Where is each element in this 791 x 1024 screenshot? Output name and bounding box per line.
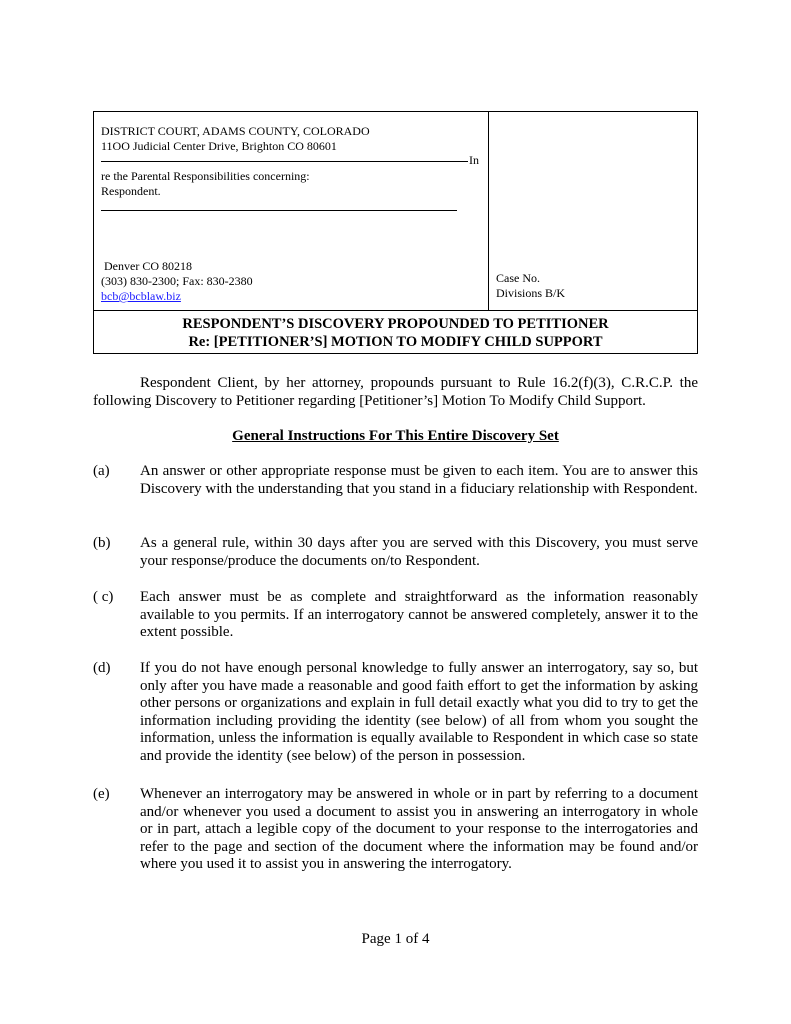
attorney-city: Denver CO 80218 bbox=[104, 259, 192, 273]
item-label: ( c) bbox=[93, 589, 114, 605]
court-name: DISTRICT COURT, ADAMS COUNTY, COLORADO bbox=[101, 124, 370, 138]
item-label: (b) bbox=[93, 535, 111, 551]
instructions-heading: General Instructions For This Entire Discovery Set bbox=[232, 428, 559, 444]
caption-divider-2 bbox=[101, 210, 457, 211]
party-line: Respondent. bbox=[101, 184, 161, 198]
attorney-email-link[interactable]: bcb@bcblaw.biz bbox=[101, 289, 181, 303]
in-label: In bbox=[469, 153, 479, 167]
page-number: Page 1 of 4 bbox=[361, 931, 430, 947]
instruction-item-d bbox=[93, 660, 698, 765]
item-text: Each answer must be as complete and straightforward as the information reasonably available to you permits. If an interrogatory cannot be answered completely, answer it to the extent possible. bbox=[140, 589, 698, 640]
document-title bbox=[94, 311, 697, 353]
item-label: (e) bbox=[93, 786, 110, 802]
title-line-1: RESPONDENT’S DISCOVERY PROPOUNDED TO PETITIONER bbox=[182, 316, 609, 332]
caption-left-column bbox=[94, 112, 489, 310]
caption-right-column bbox=[489, 112, 697, 310]
item-label: (a) bbox=[93, 463, 110, 479]
instruction-item-c bbox=[93, 589, 698, 642]
item-text: As a general rule, within 30 days after you are served with this Discovery, you must serve your response/produce the documents on/to Respondent. bbox=[140, 535, 698, 569]
caption-divider-1 bbox=[101, 161, 468, 162]
case-caption-box bbox=[93, 111, 698, 354]
case-number-label: Case No. bbox=[496, 271, 540, 285]
title-line-2: Re: [PETITIONER’S] MOTION TO MODIFY CHILD SUPPORT bbox=[188, 334, 603, 350]
matter-line: re the Parental Responsibilities concerning: bbox=[101, 169, 310, 183]
court-address: 11OO Judicial Center Drive, Brighton CO 80601 bbox=[101, 139, 337, 153]
item-text: If you do not have enough personal knowledge to fully answer an interrogatory, say so, but only after you have made a reasonable and good faith effort to get the information by asking other persons or organizations and explain in full detail exactly what you did to try to get the information including providing the identity (see below) of all from whom you sought the information, unless the information is equally available to Respondent in which case so state and provide the identity (see below) of the person in possession. bbox=[140, 660, 698, 764]
instruction-item-a bbox=[93, 463, 698, 498]
caption-header bbox=[94, 112, 697, 311]
attorney-phone: (303) 830-2300; Fax: 830-2380 bbox=[101, 274, 253, 288]
divisions-label: Divisions B/K bbox=[496, 286, 566, 300]
item-text: An answer or other appropriate response must be given to each item. You are to answer this Discovery with the understanding that you stand in a fiduciary relationship with Respondent. bbox=[140, 463, 698, 497]
item-label: (d) bbox=[93, 660, 111, 676]
instruction-item-e bbox=[93, 786, 698, 874]
intro-paragraph: Respondent Client, by her attorney, propounds pursuant to Rule 16.2(f)(3), C.R.C.P. the following Discovery to Petitioner regarding [Petitioner’s] Motion To Modify Child Support. bbox=[93, 375, 698, 409]
item-text: Whenever an interrogatory may be answered in whole or in part by referring to a document and/or whenever you used a document to assist you in answering an interrogatory in whole or in part, attach a legible copy of the document to your response to the interrogatories and refer to the page and section of the document where the information may be found and/or where you used it to assist you in answering the interrogatory. bbox=[140, 786, 698, 872]
instruction-item-b bbox=[93, 535, 698, 570]
